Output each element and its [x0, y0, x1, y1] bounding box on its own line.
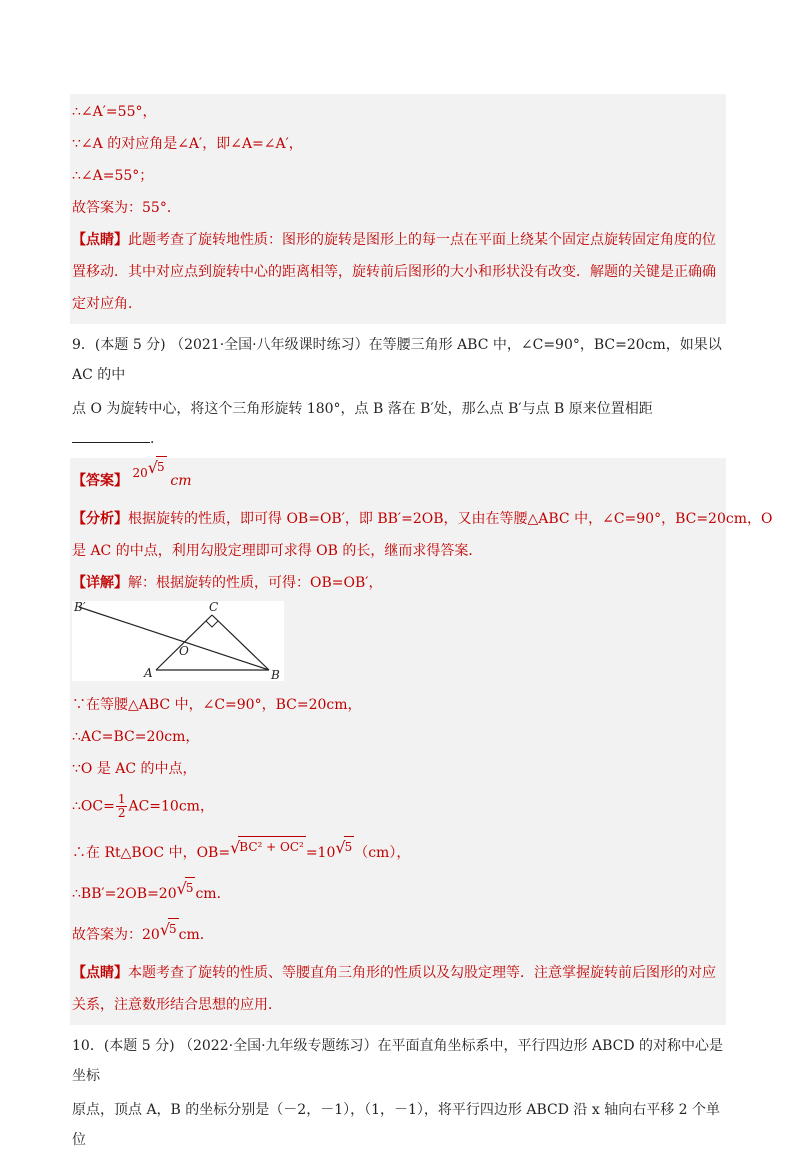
comment-line: [70, 951, 726, 989]
solution-line: ∴∠A=55°；: [72, 168, 154, 184]
radical-icon: √: [335, 838, 346, 857]
comment-text: 此题考查了旋转地性质：图形的旋转是图形上的每一点在平面上绕某个固定点旋转固定角度的位: [128, 232, 716, 248]
radicand: 5: [185, 877, 196, 898]
analysis-line: 是 AC 的中点，利用勾股定理即可求得 OB 的长，继而求得答案．: [72, 543, 483, 559]
answer-blank: [72, 428, 150, 443]
detail-tag: 【详解】: [72, 575, 128, 591]
step-line: [70, 785, 726, 828]
step-text: （cm），: [354, 845, 411, 861]
analysis-tag: 【分析】: [72, 511, 128, 527]
radical-icon: √: [147, 458, 158, 477]
solution-line: 故答案为：55°．: [72, 200, 181, 216]
label-b: B: [271, 668, 280, 681]
detail-text: 解：根据旋转的性质，可得：OB=OB′，: [128, 575, 383, 591]
comment-line: 关系，注意数形结合思想的应用．: [72, 997, 282, 1013]
step-text: =10: [305, 845, 336, 861]
question-line: 原点，顶点 A，B 的坐标分别是（－2，－1），（1，－1），将平行四边形 ABCD 沿 x 轴向右平移 2 个单位: [72, 1102, 721, 1148]
answer-radicand: 5: [156, 456, 167, 477]
answer-tag: 【答案】: [72, 473, 128, 489]
segment-c-b: [212, 615, 269, 670]
answer-line: [70, 460, 726, 497]
document-page: [70, 94, 773, 1157]
radicand: 5: [344, 836, 355, 857]
fraction: [116, 793, 128, 820]
comment-tag: 【点睛】: [72, 965, 128, 981]
step-text: AC=10cm，: [128, 798, 214, 815]
radical-icon: √: [159, 920, 171, 939]
step-text: ∴OC=: [72, 798, 115, 815]
right-angle-icon: [206, 621, 218, 627]
solution-line: ∵∠A 的对应角是∠A′，即∠A=∠A′，: [72, 136, 303, 152]
label-a: A: [144, 666, 153, 680]
analysis-text: 根据旋转的性质，即可得 OB=OB′，即 BB′=2OB，又由在等腰△ABC 中，∠C=90°，BC=20cm，O: [128, 511, 773, 527]
question-text: 点 O 为旋转中心，将这个三角形旋转 180°，点 B 落在 B′处，那么点 B′与点 B 原来位置相距: [72, 401, 653, 417]
radicand: BC² + OC²: [238, 836, 306, 857]
radicand: 5: [168, 918, 179, 939]
answer-unit: cm: [170, 473, 192, 489]
question-line: 9．(本题 5 分) （2021·全国·八年级课时练习）在等腰三角形 ABC 中，∠C=90°，BC=20cm，如果以 AC 的中: [72, 337, 722, 383]
segment-bprime-b: [79, 607, 269, 670]
solution-block-8: [70, 94, 726, 324]
step-text: cm．: [195, 886, 231, 902]
step-line: ∴AC=BC=20cm，: [72, 729, 200, 745]
comment-tag: 【点睛】: [72, 232, 128, 248]
label-c: C: [209, 601, 219, 614]
fraction-numerator: 1: [117, 792, 126, 806]
label-o: O: [179, 644, 189, 658]
step-text: ∴BB′=2OB=20: [72, 886, 177, 902]
step-line: ∵O 是 AC 的中点，: [72, 761, 197, 777]
label-bprime: B′: [74, 601, 86, 614]
step-line: [70, 828, 726, 869]
step-text: 故答案为：20: [72, 927, 160, 943]
step-line: [70, 869, 726, 910]
solution-block-9: [70, 458, 773, 1025]
question-9: [70, 324, 726, 458]
fraction-denominator: 2: [117, 806, 126, 820]
step-text: cm．: [178, 927, 214, 943]
answer-value: [132, 458, 170, 480]
step-text: ∴在 Rt△BOC 中，OB=: [72, 845, 231, 861]
question-line: 10．(本题 5 分) （2022·全国·九年级专题练习）在平面直角坐标系中，平行四边形 ABCD 的对称中心是坐标: [72, 1038, 724, 1084]
question-line: [70, 392, 726, 456]
geometry-figure: [72, 601, 284, 681]
comment-line: [70, 224, 726, 256]
step-line: ∵在等腰△ABC 中，∠C=90°，BC=20cm，: [72, 697, 362, 713]
comment-line: 置移动．其中对应点到旋转中心的距离相等，旋转前后图形的大小和形状没有改变．解题的关键是正确确: [72, 264, 716, 280]
solution-line: ∴∠A′=55°，: [72, 104, 157, 120]
comment-line: 定对应角．: [72, 296, 142, 312]
detail-line: [70, 567, 726, 599]
question-10: [70, 1025, 726, 1157]
segment-a-c: [156, 615, 212, 670]
comment-text: 本题考查了旋转的性质、等腰直角三角形的性质以及勾股定理等．注意掌握旋转前后图形的对应: [128, 965, 716, 981]
analysis-line: [70, 497, 773, 535]
radical-icon: √: [176, 879, 187, 898]
question-end: ．: [150, 431, 164, 447]
radical-icon: √: [230, 838, 241, 857]
answer-coef: 20: [132, 466, 148, 480]
step-line: [70, 910, 726, 951]
